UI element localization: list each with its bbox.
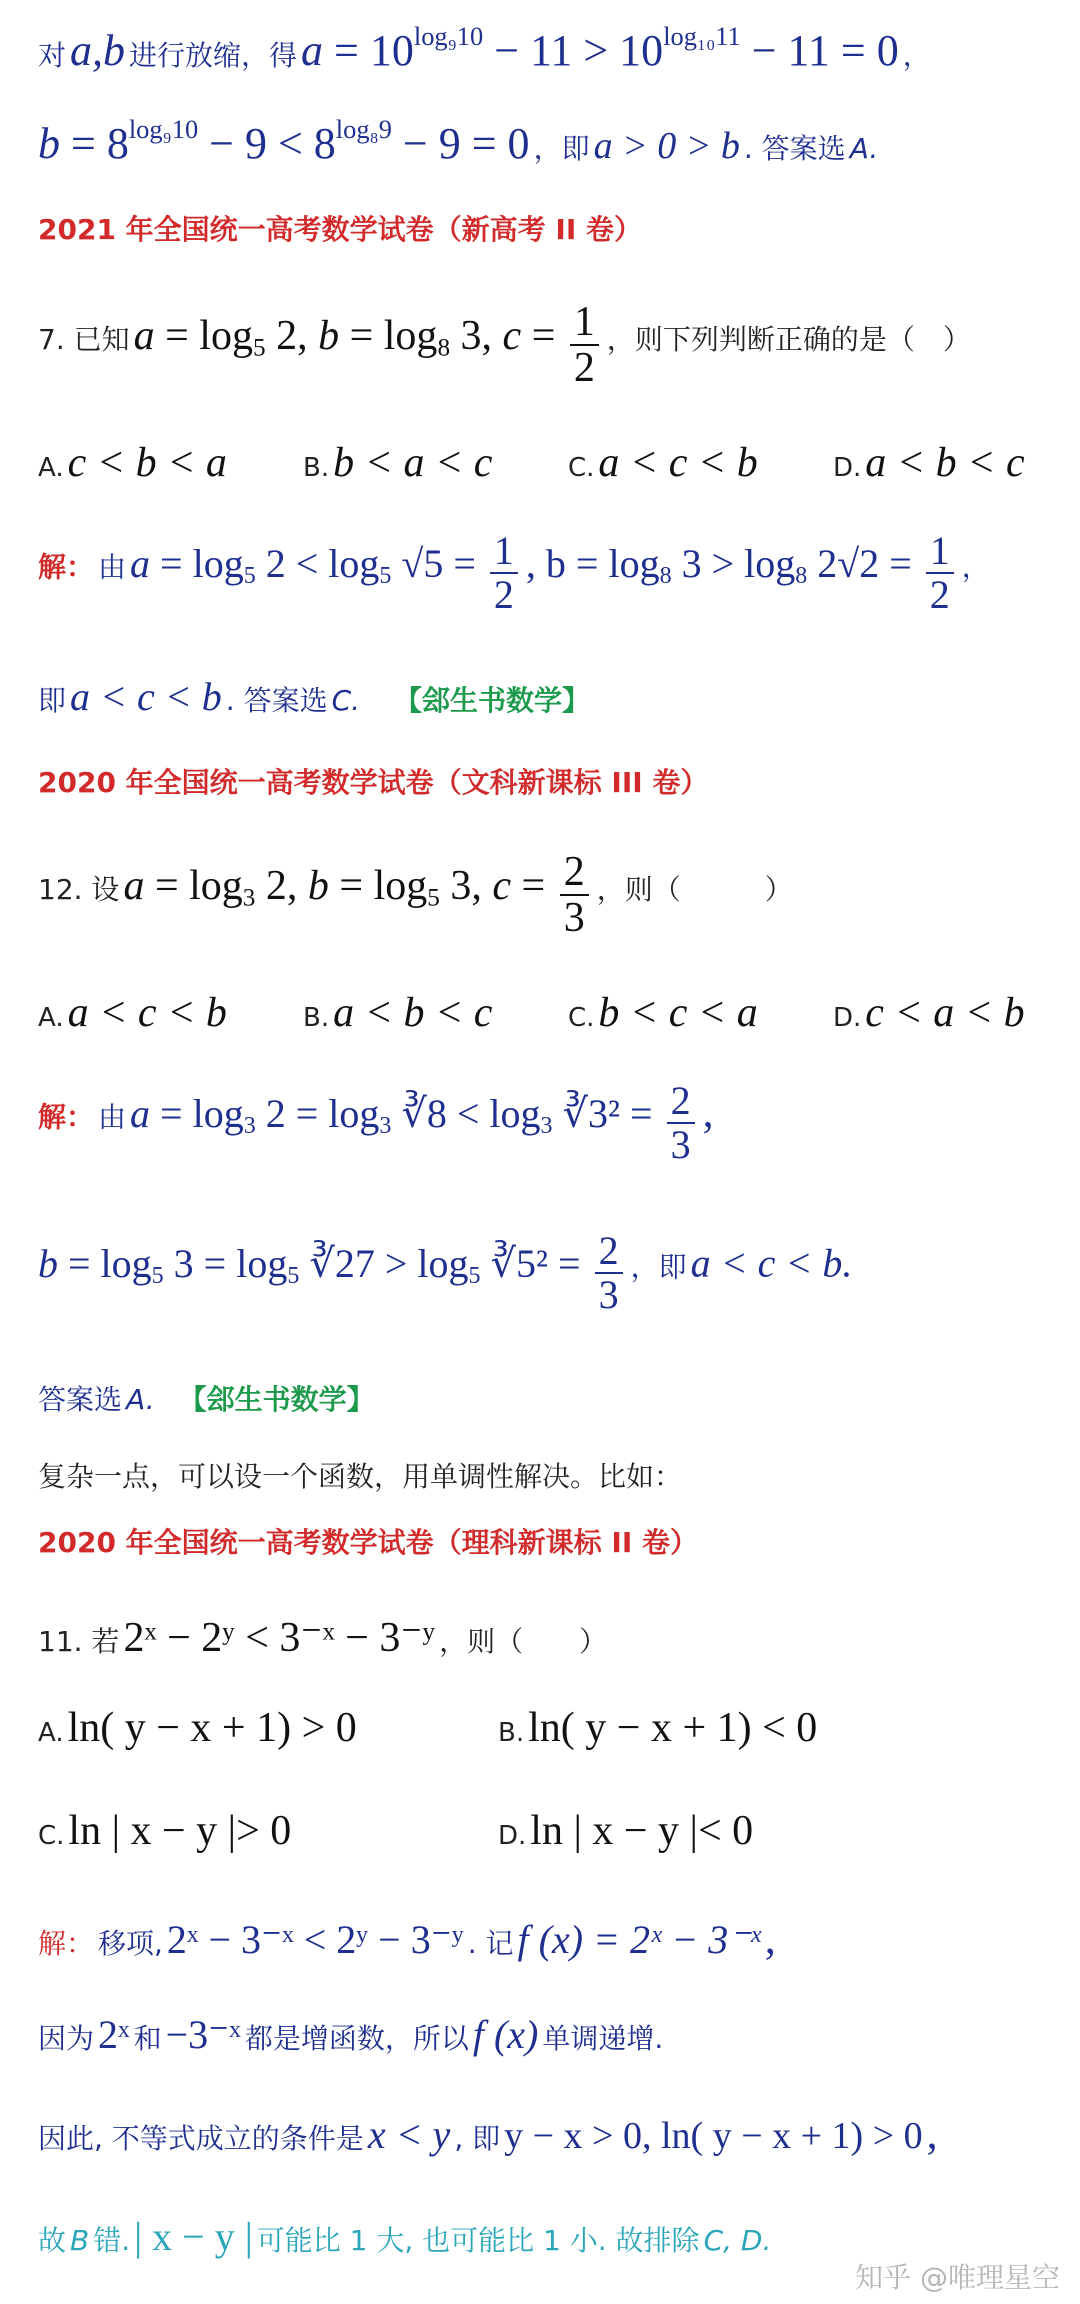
fraction: $\frac{1}{2}$ [490, 530, 518, 616]
option-a: A. c < b < a [38, 440, 227, 486]
solution-q12-line2: $b = \log_5 3 = \log_5$ ∛27 > $\log_5$ ∛5² = $\frac{2}{3}$ ，即 a < c < b. [38, 1228, 853, 1317]
option-b: B. a < b < c [303, 990, 493, 1036]
exam-heading-2020-li: 2020 年全国统一高考数学试卷（理科新课标 II 卷） [38, 1526, 699, 1559]
option-b: B. ln( y − x + 1) < 0 [498, 1705, 818, 1751]
exam-heading-2021: 2021 年全国统一高考数学试卷（新高考 II 卷） [38, 213, 643, 246]
option-c: C. ln | x − y |> 0 [38, 1808, 292, 1854]
solution-q11-line4: 故 B 错. | x − y | 可能比 1 大, 也可能比 1 小. 故排除 C, D. [38, 2214, 772, 2259]
option-d: D. c < a < b [833, 990, 1025, 1036]
option-b: B. b < a < c [303, 440, 493, 486]
fraction: $\frac{1}{2}$ [570, 300, 599, 390]
fraction: $\frac{2}{3}$ [667, 1080, 695, 1166]
fraction: $\frac{2}{3}$ [595, 1230, 623, 1316]
option-d: D. a < b < c [833, 440, 1025, 486]
solution-q7-line2: 即 a < c < b . 答案选 C. 【郐生书数学】 [38, 674, 591, 719]
question-7: 7. 已知 $a = \log_5 2$, $b = \log_8 3$, c = $\frac{1}{2}$ ，则下列判断正确的是（ ） [38, 299, 971, 392]
solution-q7-line1: 解： 由 $a = \log_5 2 < \log_5 √5$ = $\frac{1}{2}$ , $b = \log_8 3 > \log_8 2√2$ = $\frac{1}{2}$ ， [38, 528, 990, 617]
answer-q12: 答案选 A. 【郐生书数学】 [38, 1383, 375, 1416]
option-a: A. a < c < b [38, 990, 227, 1036]
brand-tag: 【郐生书数学】 [178, 1383, 375, 1416]
options-q7 [38, 440, 1058, 486]
transition-note: 复杂一点，可以设一个函数，用单调性解决。比如： [38, 1460, 683, 1493]
options-q11-row1 [38, 1705, 1058, 1751]
intro-line-2: $b = 8^{log_910} - 9 < 8^{log_89} - 9 = 0$ ，即 a > 0 > b . 答案选 A. [38, 114, 879, 168]
question-11: 11. 若 2ˣ − 2ʸ < 3⁻ˣ − 3⁻ʸ ，则（ ） [38, 1615, 608, 1661]
option-d: D. ln | x − y |< 0 [498, 1808, 754, 1854]
watermark: 知乎 @唯理星空 [855, 2261, 1060, 2294]
option-c: C. a < c < b [568, 440, 758, 486]
intro-line-1: 对 a,b 进行放缩，得 $a = 10^{log_910} - 11 > 10^{log_{10}11} - 11 = 0$ ， [38, 21, 931, 75]
option-a: A. ln( y − x + 1) > 0 [38, 1705, 357, 1751]
fraction: $\frac{1}{2}$ [926, 530, 954, 616]
exam-heading-2020-wen: 2020 年全国统一高考数学试卷（文科新课标 III 卷） [38, 766, 709, 799]
solution-q11-line1: 解： 移项, 2ˣ − 3⁻ˣ < 2ʸ − 3⁻ʸ . 记 f (x) = 2ˣ − 3⁻ˣ , [38, 1914, 776, 1963]
solution-q11-line2: 因为 2ˣ 和 −3⁻ˣ 都是增函数，所以 f (x) 单调递增. [38, 2012, 664, 2057]
option-c: C. b < c < a [568, 990, 758, 1036]
solution-q12-line1: 解： 由 $a = \log_3 2 = \log_3$ ∛8 < $\log_3$ ∛3² = $\frac{2}{3}$ , [38, 1078, 714, 1167]
solution-q11-line3: 因此, 不等式成立的条件是 x < y , 即 y − x > 0, ln( y − x + 1) > 0 , [38, 2109, 938, 2158]
options-q12 [38, 990, 1058, 1036]
fraction: $\frac{2}{3}$ [560, 850, 589, 940]
options-q11-row2 [38, 1808, 1058, 1854]
question-12: 12. 设 $a = \log_3 2$, $b = \log_5 3$, c = $\frac{2}{3}$ ，则（ ） [38, 849, 793, 942]
brand-tag: 【郐生书数学】 [394, 684, 591, 717]
